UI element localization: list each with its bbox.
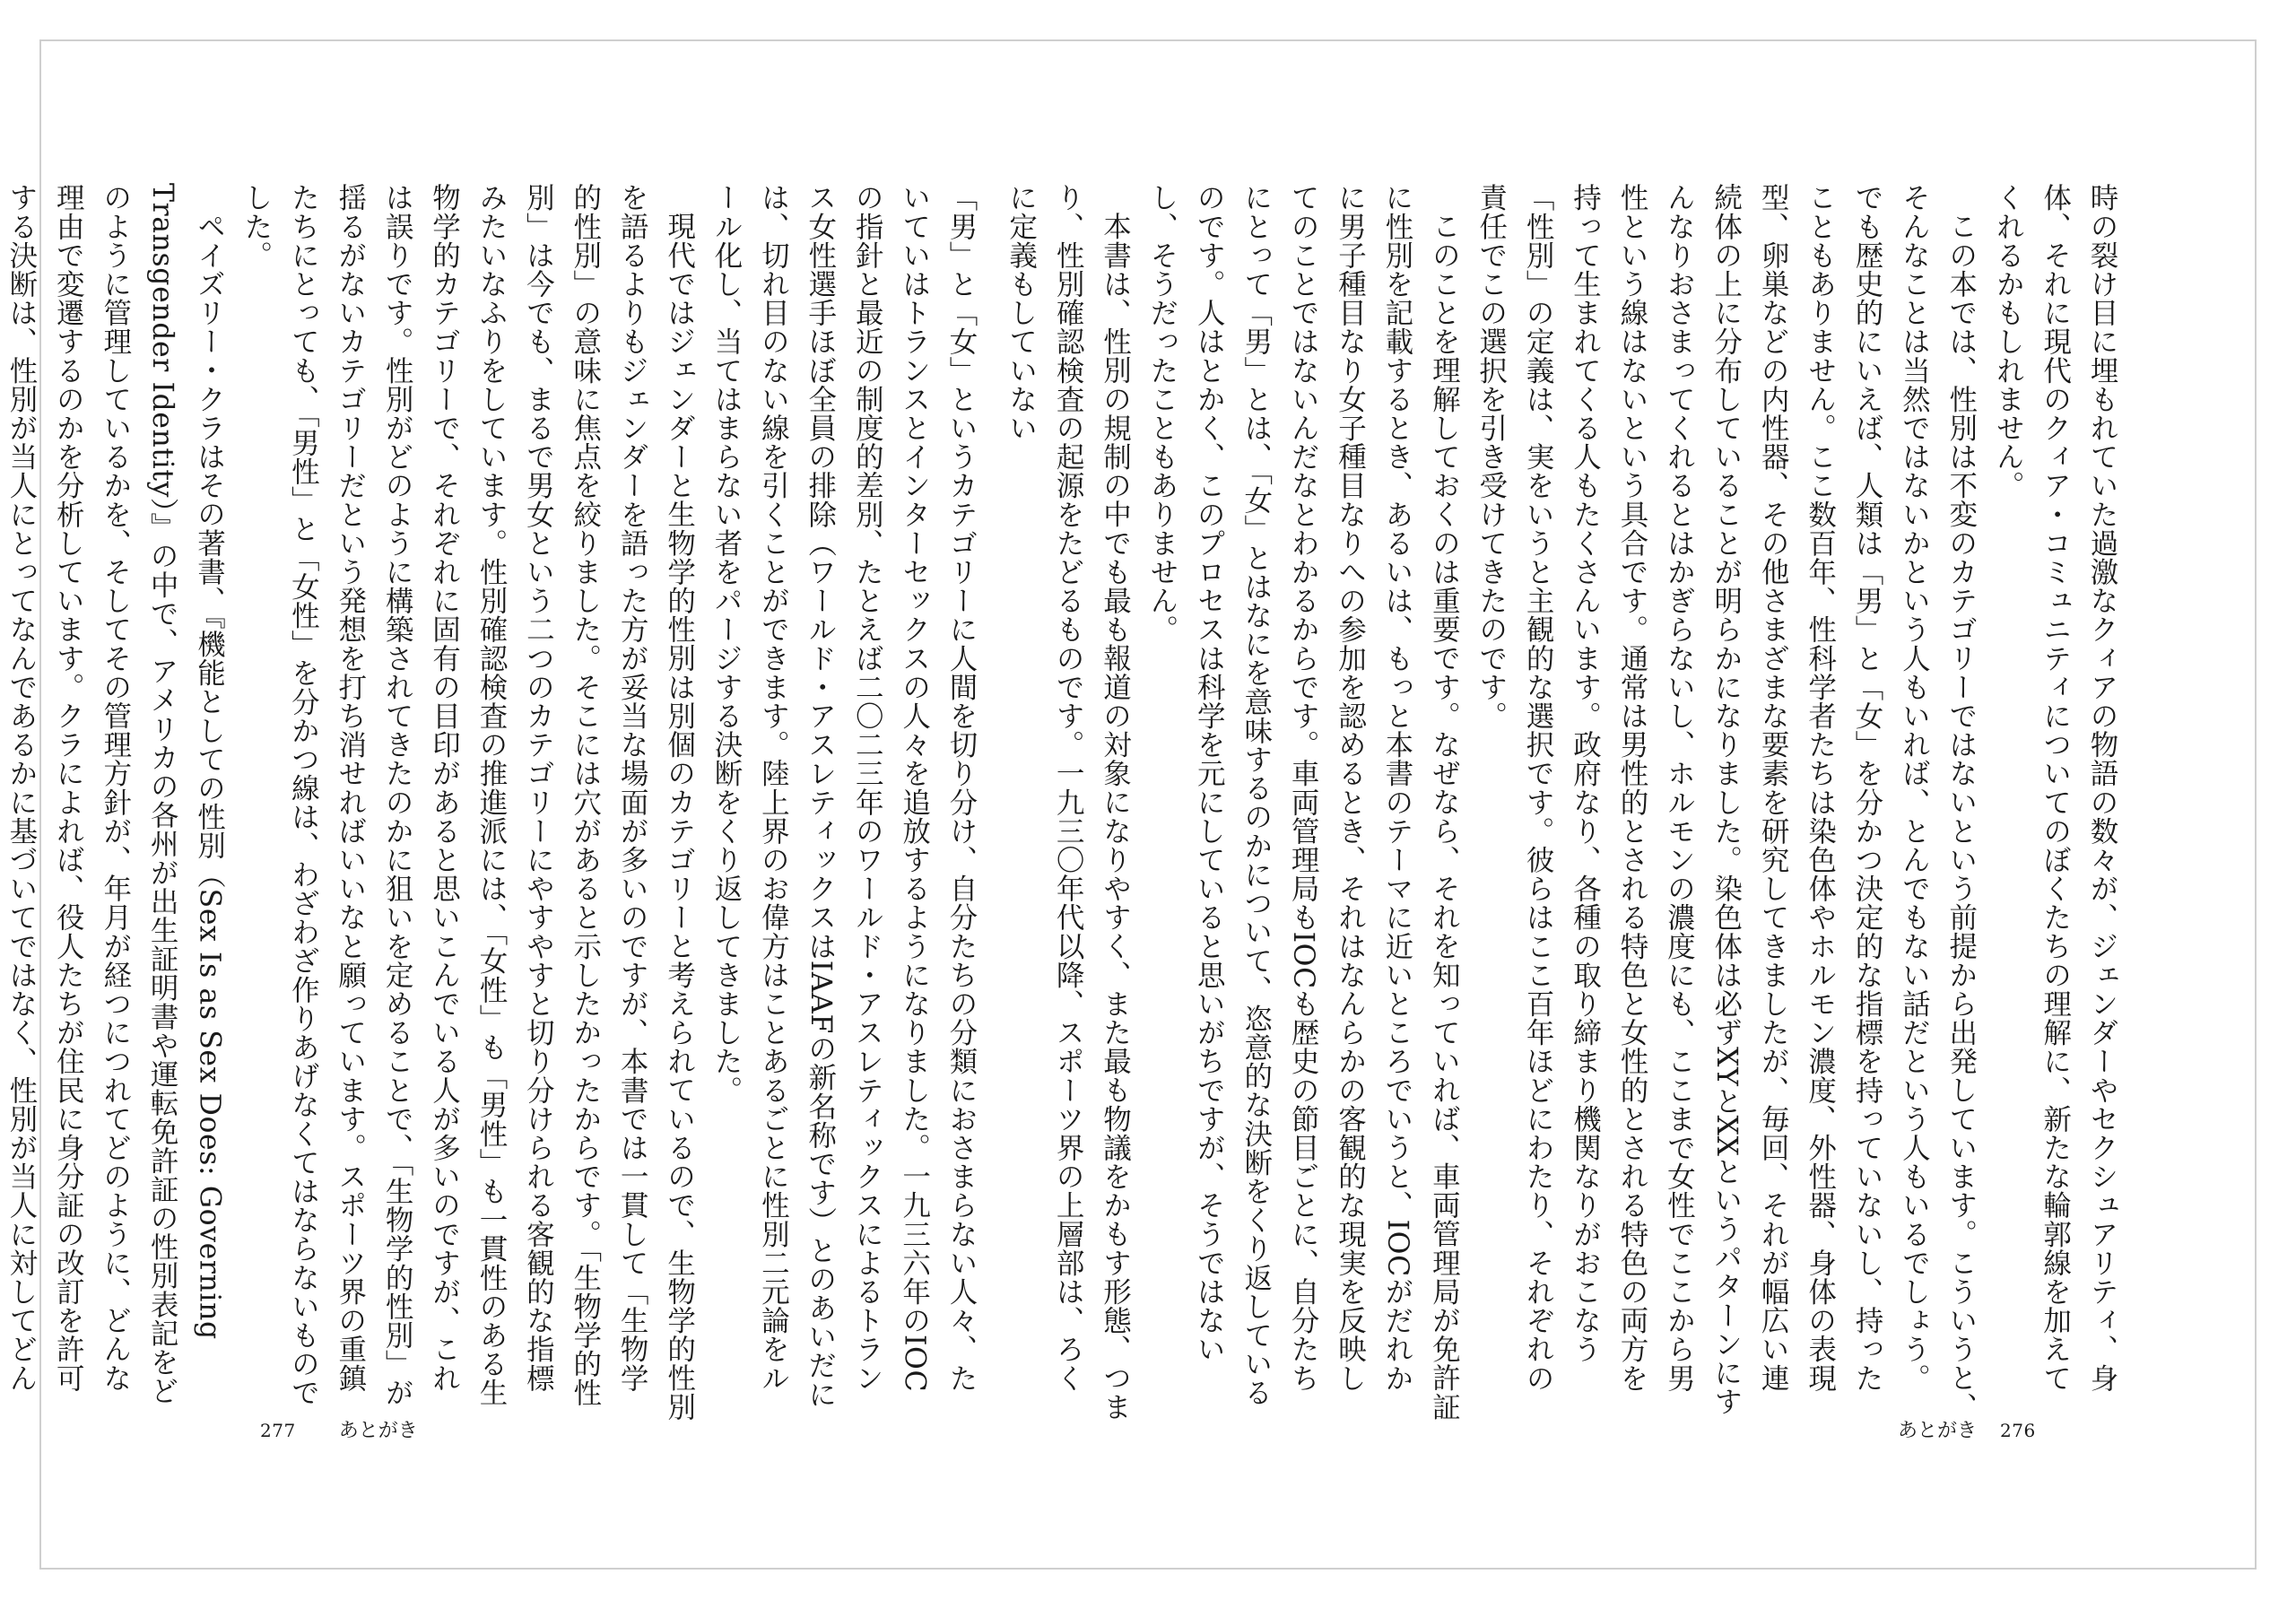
right-page-number: 276 <box>2000 1420 2036 1441</box>
left-paragraph-1: 「男」と「女」というカテゴリーに人間を切り分け、自分たちの分類におさまらない人々、たいていはトランスとインターセックスの人々を追放するようになりました。一九三六年のIOCの指針と最近の制度的差別、たとえば二〇二三年のワールド・アスレティックスによるトランス女性選手ほぼ全員の排除（ワールド・アスレティックスはIAAFの新名称です）とのあいだには、切れ目のない線を引くことができます。陸上界のお偉方はことあるごとに性別二元論をルール化し、当てはまらない者をパージする決断をくり返してきました。 <box>709 183 978 1409</box>
right-page-footer <box>1898 1415 2036 1443</box>
right-paragraph-3: このことを理解しておくのは重要です。なぜなら、それを知っていれば、車両管理局が免許証に性別を記載するとき、あるいは、もっと本書のテーマに近いところでいうと、IOCがだれかに男子種目なり女子種目なりへの参加を認めるとき、それはなんらかの客観的な現実を反映してのことではないんだなとわかるからです。車両管理局もIOCも歴史の節目ごとに、自分たちにとって「男」とは、「女」とはなにを意味するのかについて、恣意的な決断をくり返しているのです。人はとかく、このプロセスは科学を元にしていると思いがちですが、そうではないし、そうだったこともありません。 <box>1145 183 1461 1421</box>
right-running-head: あとがき <box>1898 1420 1978 1442</box>
left-page-text <box>4 183 985 1421</box>
right-page-text <box>1004 183 2126 1421</box>
left-page-footer <box>260 1415 418 1443</box>
right-paragraph-2: この本では、性別は不変のカテゴリーではないという前提から出発しています。こういうと、そんなことは当然ではないかという人もいれば、とんでもない話だという人もいるでしょう。でも歴史的にいえば、人類は「男」と「女」を分かつ決定的な指標を持っていないし、持ったこともありません。ここ数百年、性科学者たちは染色体やホルモン濃度、外性器、身体の表現型、卵巣などの内性器、その他さまざまな要素を研究してきましたが、毎回、それが幅広い連続体の上に分布していることが明らかになりました。染色体は必ずXYとXXというパターンにすんなりおさまってくれるとはかぎらないし、ホルモンの濃度にも、ここまで女性でここから男性という線はないという具合です。通常は男性的とされる特色と女性的とされる特色の両方を持って生まれてくる人もたくさんいます。政府なり、各種の取り締まり機関なりがおこなう「性別」の定義は、実をいうと主観的な選択です。彼らはここ百年ほどにわたり、それぞれの責任でこの選択を引き受けてきたのです。 <box>1474 183 1978 1421</box>
left-running-head: あとがき <box>338 1420 418 1442</box>
right-paragraph-4: 本書は、性別の規制の中でも最も報道の対象になりやすく、また最も物議をかもす形態、つまり、性別確認検査の起源をたどるものです。一九三〇年代以降、スポーツ界の上層部は、ろくに定義もしていない <box>1004 183 1132 1421</box>
book-spread <box>4 39 2257 1570</box>
right-paragraph-1: 時の裂け目に埋もれていた過激なクィアの物語の数々が、ジェンダーやセクシュアリティ、身体、それに現代のクィア・コミュニティについてのぼくたちの理解に、新たな輪郭線を加えてくれるかもしれません。 <box>1992 183 2118 1393</box>
left-page-number: 277 <box>260 1420 296 1441</box>
left-paragraph-3: ペイズリー・クラはその著書、『機能としての性別（Sex Is as Sex Does: Governing Transgender Identity）』の中で、アメリカの各州が出生証明書や運転免許証の性別表記をどのように管理しているかを、そしてその管理方針が、年月が経つにつれてどのように、どんな理由で変遷するのかを分析しています。クラによれば、役人たちが住民に身分証の改訂を許可する決断は、性別が当人にとってなんであるかに基づいてではなく、性別が当人に対してどん <box>4 183 226 1405</box>
left-paragraph-2: 現代ではジェンダーと生物学的性別は別個のカテゴリーと考えられているので、生物学的性別を語るよりもジェンダーを語った方が妥当な場面が多いのですが、本書では一貫して「生物学的性別」の意味に焦点を絞りました。そこには穴があると示したかったからです。「生物学的性別」は今でも、まるで男女という二つのカテゴリーにやすやすと切り分けられる客観的な指標みたいなふりをしています。性別確認検査の推進派には、「女性」も「男性」も一貫性のある生物学的カテゴリーで、それぞれに固有の目印があると思いこんでいる人が多いのですが、これは誤りです。性別がどのように構築されてきたのかに狙いを定めることで、「生物学的性別」が揺るがないカテゴリーだという発想を打ち消せればいいなと願っています。スポーツ界の重鎮たちにとっても、「男性」と「女性」を分かつ線は、わざわざ作りあげなくてはならないものでした。 <box>239 183 696 1421</box>
